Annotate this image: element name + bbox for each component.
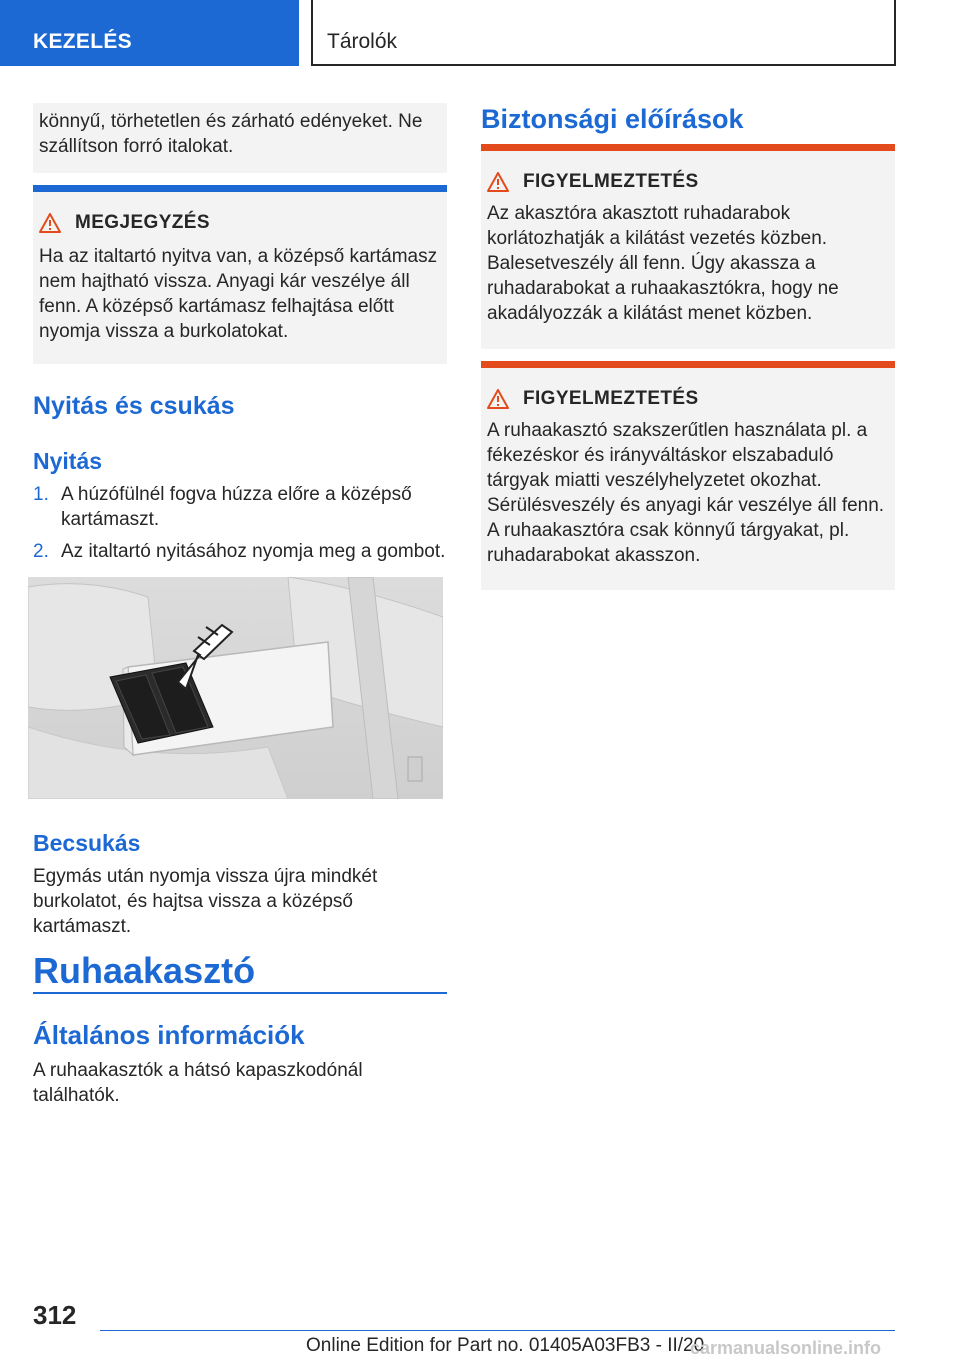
warning-triangle-icon (487, 389, 509, 409)
warning-text: A ruhaakasztó szakszerűtlen használata pl. a fékezéskor és irányváltáskor elszabaduló tárgyak miatti veszélyhelyzetet okozhat. Sérülésveszély és anyagi kár veszélye áll fenn. A ruhaakasztóra csak könnyű tárgyakat, pl. ruhadarabokat akasszon. (487, 420, 885, 566)
intro-text: könnyű, törhetetlen és zárható edényeket. Ne szállítson forró italokat. (39, 111, 423, 157)
warning-header (487, 388, 889, 410)
subsection-title-close: Becsukás (33, 830, 141, 856)
warning-box (481, 368, 895, 590)
warning-title: FIGYELMEZTETÉS (523, 171, 699, 192)
section-title-open-close: Nyitás és csukás (33, 392, 235, 420)
note-text: Ha az italtartó nyitva van, a középső kartámasz nem hajtható vissza. Anyagi kár veszélye áll fenn. A középső kartámasz felhajtása előtt nyomja vissza a burkolatokat. (39, 246, 438, 342)
warning-box (481, 151, 895, 349)
watermark: carmanualsonline.info (690, 1338, 882, 1358)
page-header (311, 0, 896, 66)
page-header-title: Tárolók (327, 30, 398, 53)
armrest-drawing (28, 577, 443, 799)
warning-text: Az akasztóra akasztott ruhadarabok korlátozhatják a kilátást vezetés közben. Balesetveszély áll fenn. Úgy akassza a ruhadarabokat a ruhaakasztókra, hogy ne akadályozzák a kilátást menet közben. (487, 203, 839, 324)
note-title: MEGJEGYZÉS (75, 212, 210, 233)
close-text: Egymás után nyomja vissza újra mindkét burkolatot, és hajtsa vissza a középső kartámaszt. (33, 866, 378, 937)
safety-title: Biztonsági előírások (481, 104, 744, 134)
edition-text: Online Edition for Part no. 01405A03FB3 - II/20 (306, 1335, 705, 1356)
chapter-rule (33, 992, 447, 994)
list-item (33, 539, 447, 564)
general-info-text: A ruhaakasztók a hátsó kapaszkodónál találhatók. (33, 1060, 363, 1106)
warning-bar (481, 361, 895, 368)
warning-bar (481, 144, 895, 151)
step-text: A húzófülnél fogva húzza előre a középső kartámaszt. (61, 484, 412, 530)
warning-title: FIGYELMEZTETÉS (523, 388, 699, 409)
note-box (33, 192, 447, 364)
armrest-illustration (28, 577, 443, 799)
list-item (33, 482, 447, 532)
subsection-title-open: Nyitás (33, 448, 103, 474)
warning-triangle-icon (487, 172, 509, 192)
step-number: 1. (33, 484, 49, 505)
chapter-tab (0, 0, 299, 66)
step-text: Az italtartó nyitásához nyomja meg a gombot. (61, 541, 446, 562)
footer-rule (100, 1330, 895, 1331)
warning-triangle-icon (39, 213, 61, 233)
chapter-title: Ruhaakasztó (33, 950, 256, 991)
warning-header (487, 171, 889, 193)
general-info-title: Általános információk (33, 1020, 305, 1050)
step-number: 2. (33, 541, 49, 562)
chapter-label: KEZELÉS (33, 30, 132, 53)
note-header (39, 212, 441, 234)
intro-box (33, 103, 447, 173)
page-number: 312 (33, 1300, 77, 1330)
note-bar (33, 185, 447, 192)
